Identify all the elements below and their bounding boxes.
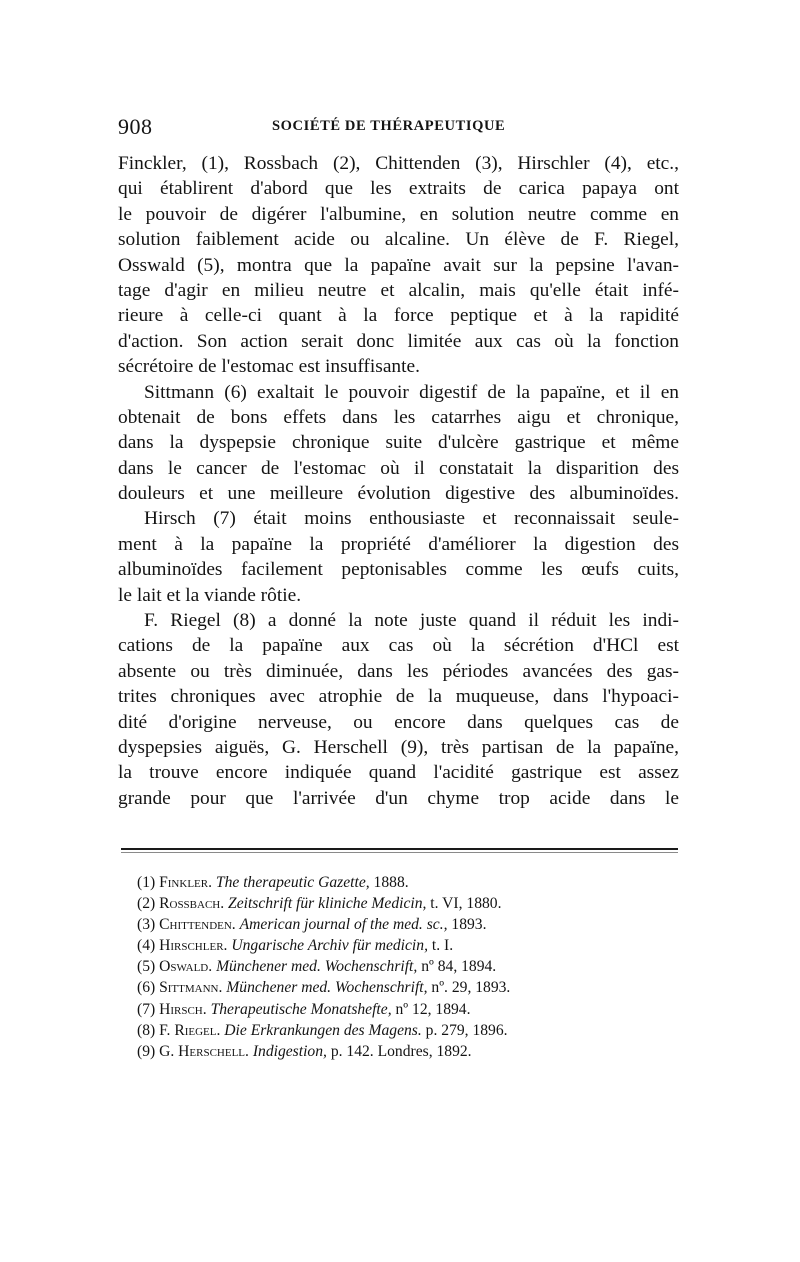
text-line: la trouve encore indiquée quand l'acidité gastrique est assez (118, 762, 679, 784)
text-line: absente ou très diminuée, dans les périodes avancées des gas- (118, 660, 679, 682)
footnote-divider-thin (121, 852, 678, 853)
footnote (137, 956, 677, 977)
text-line: rieure à celle-ci quant à la force peptique et à la rapidité (118, 305, 679, 327)
text-line: le lait et la viande rôtie. (118, 584, 302, 606)
text-line: dans le cancer de l'estomac où il constatait la disparition des (118, 457, 679, 479)
footnote-title: Therapeutische Monatshefte, (210, 1000, 392, 1018)
footnote-number: (4) (137, 937, 156, 955)
footnote-title: Die Erkrankungen des Magens. (224, 1021, 422, 1039)
footnote-number: (5) (137, 958, 156, 976)
footnote-number: (9) (137, 1042, 156, 1060)
footnote-author: Sittmann. (159, 979, 223, 997)
body-text (118, 151, 679, 811)
page-number: 908 (118, 114, 153, 139)
footnote-details: nº 12, 1894. (391, 1000, 471, 1018)
footnote-author: Hirschler. (159, 937, 228, 955)
footnote-title: Indigestion, (252, 1042, 327, 1060)
footnote-author: Chittenden. (159, 916, 236, 934)
text-line: grande pour que l'arrivée d'un chyme trop acide dans le (118, 787, 679, 809)
running-head: SOCIÉTÉ DE THÉRAPEUTIQUE (272, 118, 506, 134)
text-line: Hirsch (7) était moins enthousiaste et reconnaissait seule- (144, 508, 679, 530)
text-line: qui établirent d'abord que les extraits de carica papaya ont (118, 178, 679, 200)
text-line: le pouvoir de digérer l'albumine, en solution neutre comme en (118, 203, 679, 225)
footnote (137, 872, 677, 893)
footnote (137, 893, 677, 914)
footnote-details: 1893. (447, 916, 487, 934)
text-line: Sittmann (6) exaltait le pouvoir digestif de la papaïne, et il en (144, 381, 679, 403)
text-line: F. Riegel (8) a donné la note juste quand il réduit les indi- (144, 610, 679, 632)
footnote-title: Ungarische Archiv für medicin, (231, 937, 428, 955)
footnote-author: Rossbach. (159, 895, 225, 913)
footnote-title: The therapeutic Gazette, (215, 874, 370, 891)
footnote (137, 1020, 677, 1041)
text-line: solution faiblement acide ou alcaline. Un élève de F. Riegel, (118, 229, 679, 251)
footnote-number: (8) (137, 1021, 156, 1039)
footnote-author: Hirsch. (159, 1000, 207, 1018)
footnote (137, 999, 677, 1020)
footnote-number: (1) (137, 874, 156, 891)
footnote-author: Finkler. (159, 874, 212, 891)
footnote-title: Münchener med. Wochenschrift, (226, 979, 428, 997)
footnote-details: t. I. (427, 937, 454, 955)
footnote-number: (6) (137, 979, 156, 997)
footnote-title: Zeitschrift für kliniche Medicin, (228, 895, 427, 913)
footnote-author: Oswald. (159, 958, 213, 976)
text-line: dyspepsies aiguës, G. Herschell (9), très partisan de la papaïne, (118, 736, 679, 758)
footnote (137, 914, 677, 935)
text-line: dité d'origine nerveuse, ou encore dans quelques cas de (118, 711, 679, 733)
text-line: Osswald (5), montra que la papaïne avait sur la pepsine l'avan- (118, 254, 679, 276)
text-line: tage d'agir en milieu neutre et alcalin, mais qu'elle était infé- (118, 279, 679, 301)
footnote-details: p. 279, 1896. (421, 1021, 508, 1039)
text-line: Finckler, (1), Rossbach (2), Chittenden (3), Hirschler (4), etc., (118, 153, 679, 174)
text-line: sécrétoire de l'estomac est insuffisante. (118, 356, 420, 378)
footnote-details: nº 84, 1894. (417, 958, 497, 976)
text-line: cations de la papaïne aux cas où la sécrétion d'HCl est (118, 635, 679, 657)
text-line: ment à la papaïne la propriété d'améliorer la digestion des (118, 533, 679, 555)
text-line: d'action. Son action serait donc limitée aux cas où la fonction (118, 330, 679, 352)
footnote-author: G. Herschell. (159, 1042, 249, 1060)
footnote-details: nº. 29, 1893. (427, 979, 511, 997)
footnote (137, 977, 677, 998)
footnote-details: t. VI, 1880. (426, 895, 502, 913)
text-line: obtenait de bons effets dans les catarrhes aigu et chronique, (118, 406, 679, 428)
footnote (137, 935, 677, 956)
footnote-divider (121, 848, 678, 850)
text-line: albuminoïdes facilement peptonisables comme les œufs cuits, (118, 559, 679, 581)
footnote-details: 1888. (369, 874, 409, 891)
footnote-author: F. Riegel. (159, 1021, 221, 1039)
footnote-title: American journal of the med. sc., (239, 916, 448, 934)
footnote (137, 1041, 677, 1062)
footnote-number: (2) (137, 895, 156, 913)
text-line: trites chroniques avec atrophie de la muqueuse, dans l'hypoaci- (118, 686, 679, 708)
text-line: douleurs et une meilleure évolution digestive des albuminoïdes. (118, 483, 679, 505)
footnote-number: (7) (137, 1000, 156, 1018)
footnote-number: (3) (137, 916, 156, 934)
footnote-title: Münchener med. Wochenschrift, (216, 958, 418, 976)
footnotes (137, 872, 677, 1062)
footnote-details: p. 142. Londres, 1892. (326, 1042, 472, 1060)
text-line: dans la dyspepsie chronique suite d'ulcère gastrique et même (118, 432, 679, 454)
